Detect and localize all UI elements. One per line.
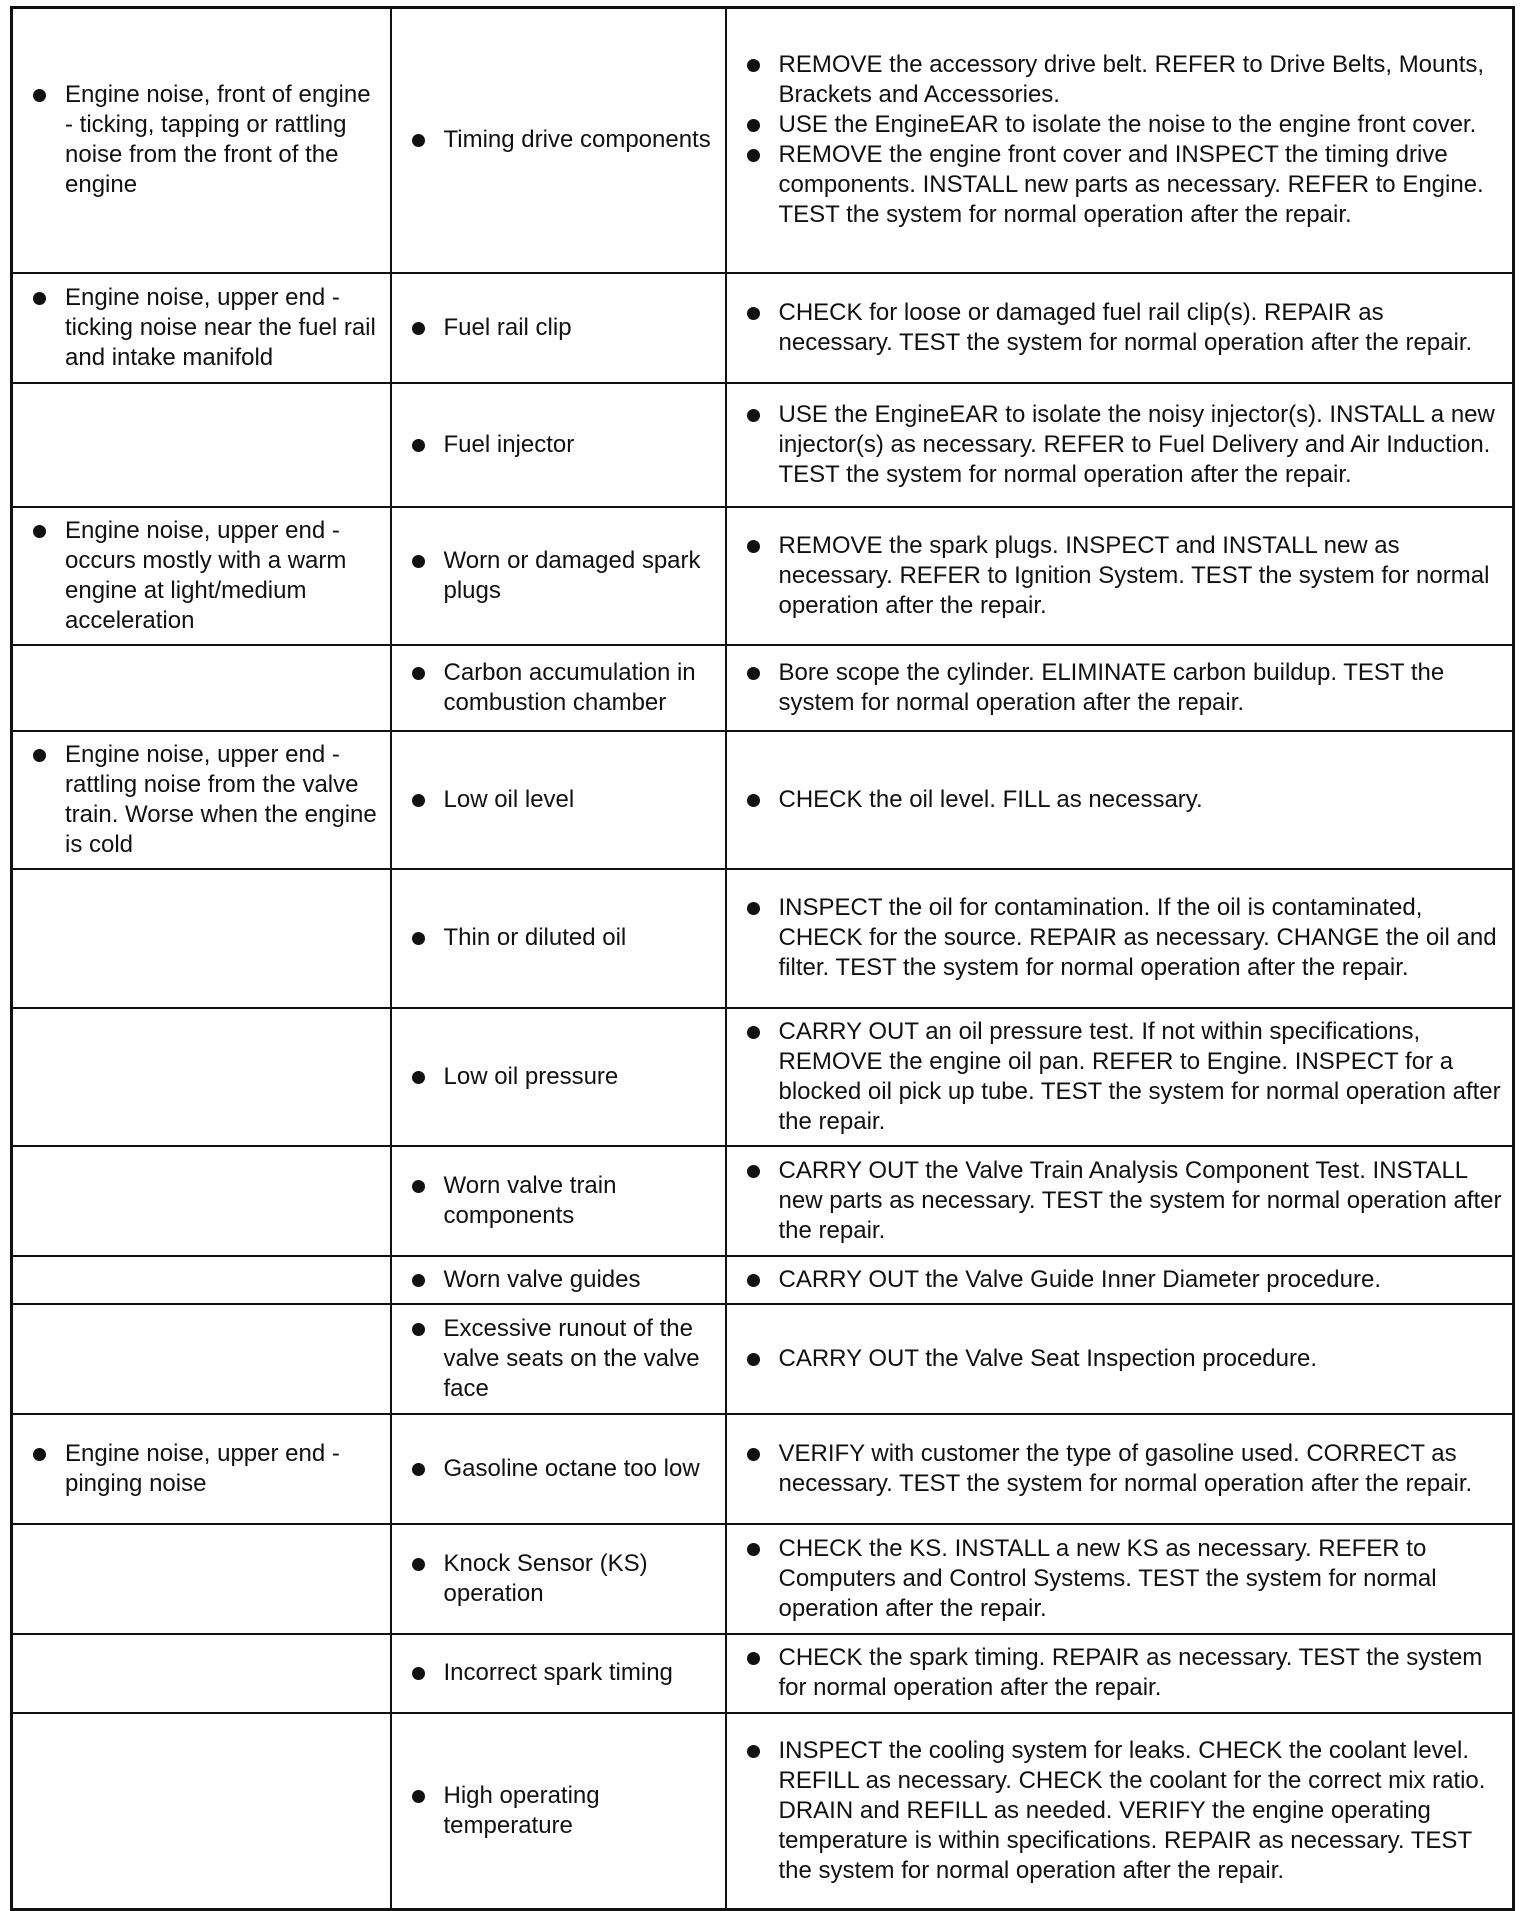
- action-list: [745, 50, 1503, 230]
- action-text: CARRY OUT the Valve Train Analysis Component Test. INSTALL new parts as necessary. TEST the system for normal operation after the repair.: [745, 1156, 1503, 1246]
- source-list: [410, 313, 715, 343]
- condition-cell: [12, 1524, 391, 1634]
- action-text: VERIFY with customer the type of gasoline used. CORRECT as necessary. TEST the system for normal operation after the repair.: [745, 1439, 1503, 1499]
- action-text: INSPECT the oil for contamination. If the oil is contaminated, CHECK for the source. REPAIR as necessary. CHANGE the oil and filter. TEST the system for normal operation after the repair.: [745, 893, 1503, 983]
- action-cell: [726, 1414, 1514, 1524]
- source-list: [410, 430, 715, 460]
- condition-cell: [12, 273, 391, 383]
- condition-list: [31, 80, 380, 200]
- action-text: CHECK the oil level. FILL as necessary.: [745, 785, 1503, 815]
- action-cell: [726, 383, 1514, 507]
- source-text: Timing drive components: [410, 125, 715, 155]
- action-list: [745, 298, 1503, 358]
- action-list: [745, 658, 1503, 718]
- table-row: [12, 1414, 1514, 1524]
- table-row: [12, 1713, 1514, 1910]
- source-cell: [391, 1524, 726, 1634]
- source-cell: [391, 1256, 726, 1304]
- action-list: [745, 1643, 1503, 1703]
- source-list: [410, 1171, 715, 1231]
- source-cell: [391, 1008, 726, 1146]
- condition-list: [31, 740, 380, 860]
- action-text: REMOVE the accessory drive belt. REFER to Drive Belts, Mounts, Brackets and Accessories.: [745, 50, 1503, 110]
- action-list: [745, 1736, 1503, 1886]
- action-cell: [726, 869, 1514, 1008]
- condition-text: Engine noise, upper end - ticking noise near the fuel rail and intake manifold: [31, 283, 380, 373]
- source-cell: [391, 8, 726, 273]
- source-cell: [391, 1414, 726, 1524]
- action-list: [745, 893, 1503, 983]
- action-cell: [726, 8, 1514, 273]
- table-row: [12, 1256, 1514, 1304]
- action-cell: [726, 731, 1514, 869]
- source-list: [410, 1265, 715, 1295]
- action-list: [745, 785, 1503, 815]
- action-list: [745, 1439, 1503, 1499]
- action-cell: [726, 1008, 1514, 1146]
- source-cell: [391, 383, 726, 507]
- condition-cell: [12, 1008, 391, 1146]
- action-list: [745, 1265, 1503, 1295]
- source-text: Fuel injector: [410, 430, 715, 460]
- condition-cell: [12, 507, 391, 645]
- condition-list: [31, 516, 380, 636]
- action-cell: [726, 1524, 1514, 1634]
- table-row: [12, 8, 1514, 273]
- source-text: Worn or damaged spark plugs: [410, 546, 715, 606]
- action-cell: [726, 1713, 1514, 1910]
- source-list: [410, 1314, 715, 1404]
- source-cell: [391, 1634, 726, 1713]
- action-list: [745, 531, 1503, 621]
- action-text: REMOVE the engine front cover and INSPECT the timing drive components. INSTALL new parts as necessary. REFER to Engine. TEST the system for normal operation after the repair.: [745, 140, 1503, 230]
- action-text: INSPECT the cooling system for leaks. CHECK the coolant level. REFILL as necessary. CHECK the coolant for the correct mix ratio. DRAIN and REFILL as needed. VERIFY the engine operating temperature is within specifications. REPAIR as necessary. TEST the system for normal operation after the repair.: [745, 1736, 1503, 1886]
- condition-list: [31, 1439, 380, 1499]
- action-cell: [726, 1146, 1514, 1256]
- table-row: [12, 383, 1514, 507]
- source-text: Carbon accumulation in combustion chamber: [410, 658, 715, 718]
- table-row: [12, 645, 1514, 731]
- action-text: REMOVE the spark plugs. INSPECT and INSTALL new as necessary. REFER to Ignition System. TEST the system for normal operation after the repair.: [745, 531, 1503, 621]
- source-text: High operating temperature: [410, 1781, 715, 1841]
- condition-cell: [12, 1634, 391, 1713]
- source-text: Gasoline octane too low: [410, 1454, 715, 1484]
- table-row: [12, 507, 1514, 645]
- source-list: [410, 1658, 715, 1688]
- condition-text: Engine noise, upper end - rattling noise from the valve train. Worse when the engine is cold: [31, 740, 380, 860]
- action-list: [745, 1017, 1503, 1137]
- action-cell: [726, 1634, 1514, 1713]
- action-text: CARRY OUT the Valve Seat Inspection procedure.: [745, 1344, 1503, 1374]
- source-text: Low oil pressure: [410, 1062, 715, 1092]
- condition-text: Engine noise, upper end - pinging noise: [31, 1439, 380, 1499]
- source-list: [410, 923, 715, 953]
- action-text: CHECK for loose or damaged fuel rail clip(s). REPAIR as necessary. TEST the system for normal operation after the repair.: [745, 298, 1503, 358]
- condition-list: [31, 283, 380, 373]
- action-text: CHECK the KS. INSTALL a new KS as necessary. REFER to Computers and Control Systems. TEST the system for normal operation after the repair.: [745, 1534, 1503, 1624]
- source-list: [410, 658, 715, 718]
- action-list: [745, 1344, 1503, 1374]
- source-list: [410, 1062, 715, 1092]
- source-text: Knock Sensor (KS) operation: [410, 1549, 715, 1609]
- table-row: [12, 1304, 1514, 1414]
- diagnostic-table: [10, 6, 1515, 1911]
- table-row: [12, 731, 1514, 869]
- source-list: [410, 125, 715, 155]
- action-text: CARRY OUT an oil pressure test. If not within specifications, REMOVE the engine oil pan. REFER to Engine. INSPECT for a blocked oil pick up tube. TEST the system for normal operation after the repair.: [745, 1017, 1503, 1137]
- action-text: Bore scope the cylinder. ELIMINATE carbon buildup. TEST the system for normal operation after the repair.: [745, 658, 1503, 718]
- source-text: Excessive runout of the valve seats on the valve face: [410, 1314, 715, 1404]
- source-cell: [391, 731, 726, 869]
- table-row: [12, 273, 1514, 383]
- table-row: [12, 1146, 1514, 1256]
- condition-cell: [12, 1304, 391, 1414]
- source-list: [410, 1454, 715, 1484]
- action-list: [745, 400, 1503, 490]
- source-text: Thin or diluted oil: [410, 923, 715, 953]
- action-cell: [726, 1256, 1514, 1304]
- source-cell: [391, 1713, 726, 1910]
- action-cell: [726, 1304, 1514, 1414]
- source-cell: [391, 645, 726, 731]
- action-text: USE the EngineEAR to isolate the noise to the engine front cover.: [745, 110, 1503, 140]
- condition-cell: [12, 8, 391, 273]
- condition-cell: [12, 1713, 391, 1910]
- action-list: [745, 1156, 1503, 1246]
- condition-cell: [12, 1146, 391, 1256]
- table-row: [12, 1634, 1514, 1713]
- condition-text: Engine noise, upper end - occurs mostly with a warm engine at light/medium acceleration: [31, 516, 380, 636]
- table-row: [12, 1008, 1514, 1146]
- source-text: Worn valve guides: [410, 1265, 715, 1295]
- source-cell: [391, 1146, 726, 1256]
- action-cell: [726, 507, 1514, 645]
- condition-cell: [12, 1256, 391, 1304]
- source-text: Incorrect spark timing: [410, 1658, 715, 1688]
- source-list: [410, 785, 715, 815]
- condition-cell: [12, 645, 391, 731]
- source-cell: [391, 507, 726, 645]
- source-list: [410, 1549, 715, 1609]
- action-cell: [726, 645, 1514, 731]
- source-cell: [391, 869, 726, 1008]
- condition-cell: [12, 1414, 391, 1524]
- action-cell: [726, 273, 1514, 383]
- diagnostic-table-body: [12, 8, 1514, 1910]
- action-text: USE the EngineEAR to isolate the noisy injector(s). INSTALL a new injector(s) as necessary. REFER to Fuel Delivery and Air Induction. TEST the system for normal operation after the repair.: [745, 400, 1503, 490]
- action-list: [745, 1534, 1503, 1624]
- source-text: Worn valve train components: [410, 1171, 715, 1231]
- table-row: [12, 869, 1514, 1008]
- condition-cell: [12, 731, 391, 869]
- action-text: CHECK the spark timing. REPAIR as necessary. TEST the system for normal operation after the repair.: [745, 1643, 1503, 1703]
- condition-cell: [12, 869, 391, 1008]
- action-text: CARRY OUT the Valve Guide Inner Diameter procedure.: [745, 1265, 1503, 1295]
- source-text: Fuel rail clip: [410, 313, 715, 343]
- source-text: Low oil level: [410, 785, 715, 815]
- table-row: [12, 1524, 1514, 1634]
- source-list: [410, 1781, 715, 1841]
- source-cell: [391, 1304, 726, 1414]
- source-cell: [391, 273, 726, 383]
- condition-text: Engine noise, front of engine - ticking, tapping or rattling noise from the front of the engine: [31, 80, 380, 200]
- source-list: [410, 546, 715, 606]
- condition-cell: [12, 383, 391, 507]
